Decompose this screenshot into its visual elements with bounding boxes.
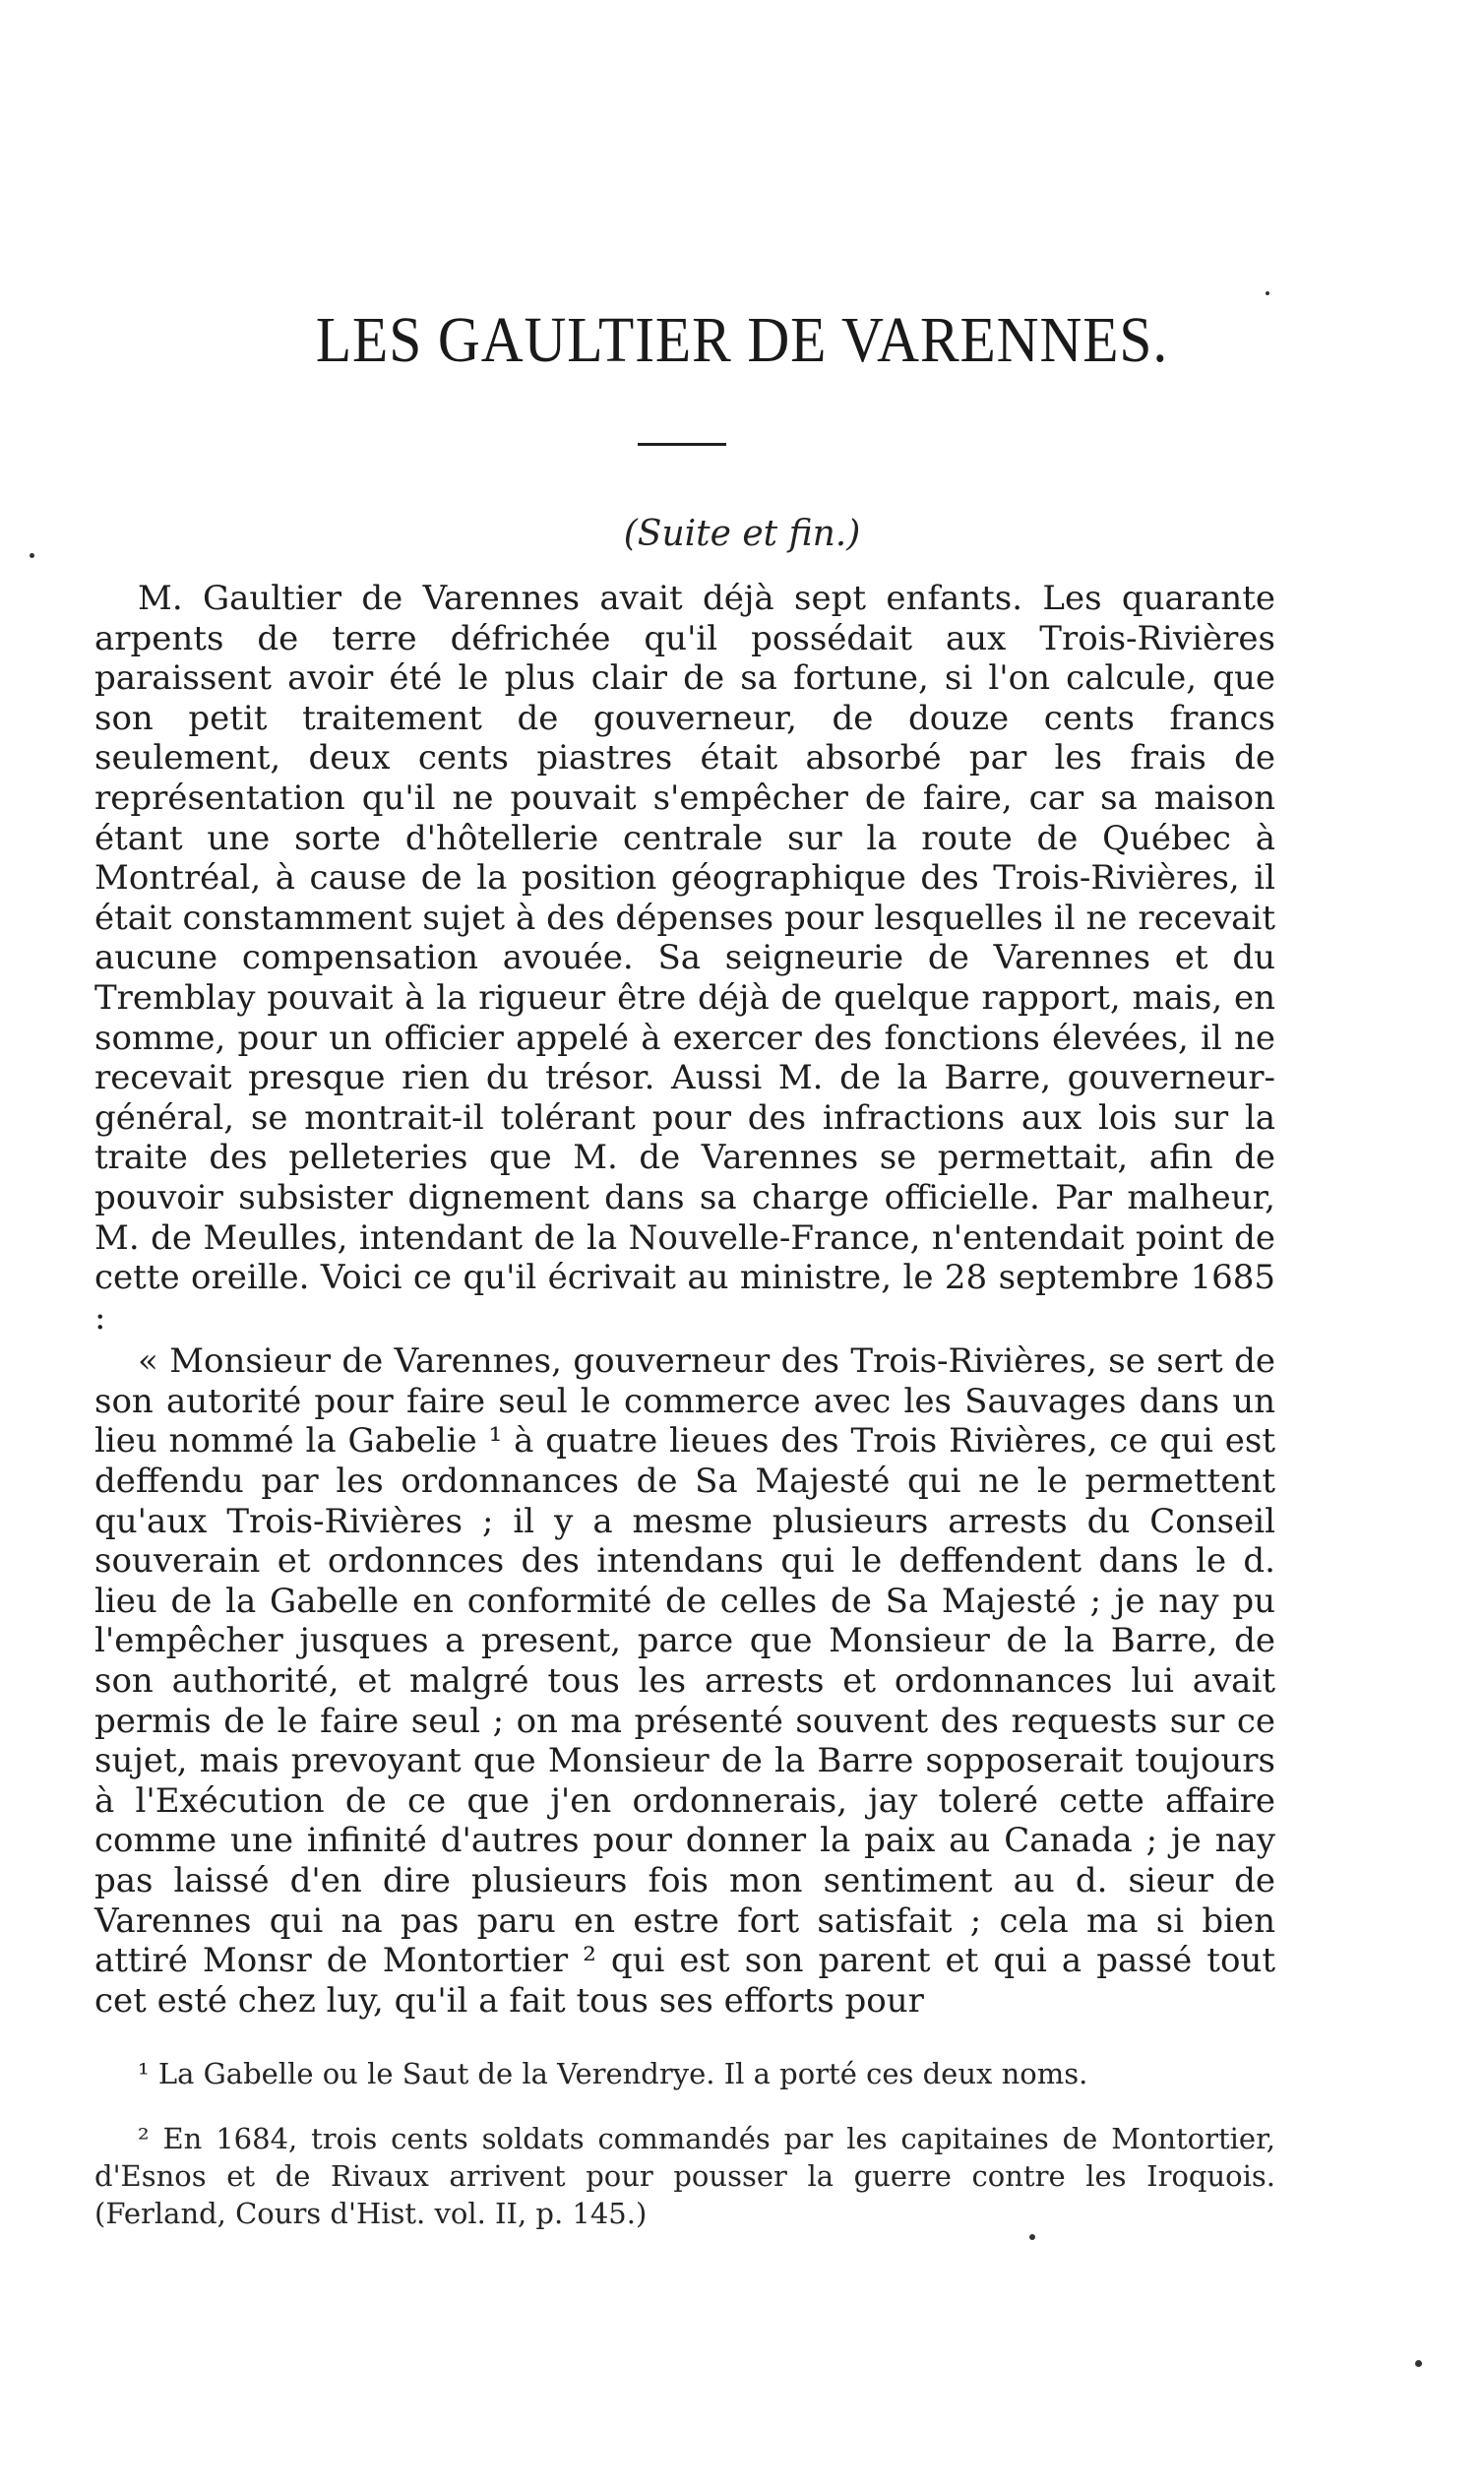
paragraph-1: M. Gaultier de Varennes avait déjà sept enfants. Les quarante arpents de terre défrichée qu'il possédait aux Trois-Rivières paraissent avoir été le plus clair de sa fortune, si l'on calcule, que son petit traitement de gouverneur, de douze cents francs seulement, deux cents piastres était absorbé par les frais de représentation qu'il ne pouvait s'empêcher de faire, car sa maison étant une sorte d'hôtellerie centrale sur la route de Québec à Montréal, à cause de la position géographique des Trois-Rivières, il était constamment sujet à des dépenses pour lesquelles il ne recevait aucune compensation avouée. Sa seigneurie de Varennes et du Tremblay pouvait à la rigueur être déjà de quelque rapport, mais, en somme, pour un officier appelé à exercer des fonctions élevées, il ne recevait presque rien du trésor. Aussi M. de la Barre, gouverneur-général, se montrait-il tolérant pour des infractions aux lois sur la traite des pelleteries que M. de Varennes se permettait, afin de pouvoir subsister dignement dans sa charge officielle. Par malheur, M. de Meulles, intendant de la Nouvelle-France, n'entendait point de cette oreille. Voici ce qu'il écrivait au ministre, le 28 septembre 1685 : <box>94 579 1275 1338</box>
paragraph-2: « Monsieur de Varennes, gouverneur des Trois-Rivières, se sert de son autorité pour faire seul le commerce avec les Sauvages dans un lieu nommé la Gabelie ¹ à quatre lieues des Trois Rivières, ce qui est deffendu par les ordonnances de Sa Majesté qui ne le permettent qu'aux Trois-Rivières ; il y a mesme plusieurs arrests du Conseil souverain et ordonnces des intendans qui le deffendent dans le d. lieu de la Gabelle en conformité de celles de Sa Majesté ; je nay pu l'empêcher jusques a present, parce que Monsieur de la Barre, de son authorité, et malgré tous les arrests et ordonnances lui avait permis de le faire seul ; on ma présenté souvent des requests sur ce sujet, mais prevoyant que Monsieur de la Barre sopposerait toujours à l'Exécution de ce que j'en ordonnerais, jay toleré cette affaire comme une infinité d'autres pour donner la paix au Canada ; je nay pas laissé d'en dire plusieurs fois mon sentiment au d. sieur de Varennes qui na pas paru en estre fort satisfait ; cela ma si bien attiré Monsr de Montortier ² qui est son parent et qui a passé tout cet esté chez luy, qu'il a fait tous ses efforts pour <box>94 1341 1275 2021</box>
footnotes <box>94 2055 1275 2232</box>
footnote-2: ² En 1684, trois cents soldats commandés par les capitaines de Montortier, d'Esnos et de Rivaux arrivent pour pousser la guerre contre les Iroquois. (Ferland, Cours d'Hist. vol. II, p. 145.) <box>94 2122 1275 2230</box>
page-subtitle: (Suite et fin.) <box>623 514 861 554</box>
scan-speck <box>1415 2360 1422 2367</box>
title-rule <box>638 443 726 446</box>
page-title: LES GAULTIER DE VARENNES. <box>315 304 1169 376</box>
body-text <box>94 579 1275 2021</box>
scan-speck <box>1029 2234 1035 2240</box>
scan-speck <box>1266 291 1269 295</box>
footnote-1: ¹ La Gabelle ou le Saut de la Verendrye. Il a porté ces deux noms. <box>138 2057 1088 2090</box>
scan-speck <box>30 553 34 558</box>
